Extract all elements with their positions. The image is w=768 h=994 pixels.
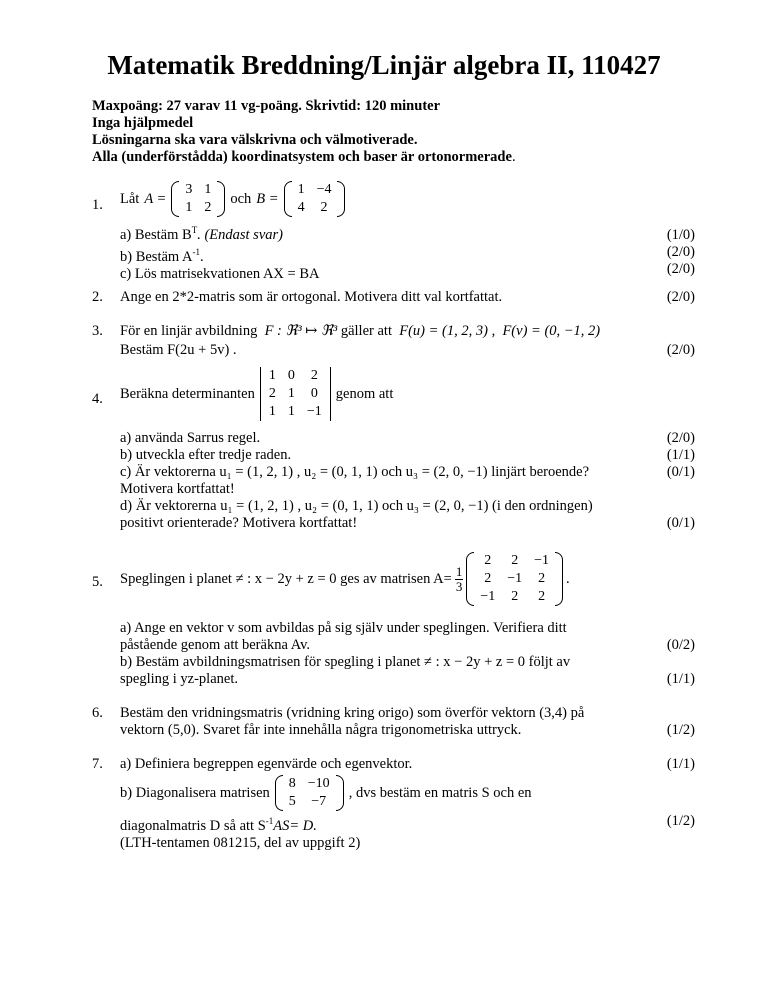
intro-line: Alla (underförstådda) koordinatsystem och baser är ortonormerade.	[92, 149, 516, 165]
points: (1/2)	[666, 722, 695, 738]
points: (2/0)	[666, 342, 695, 358]
problem-number: 1.	[92, 197, 103, 213]
points: (0/2) (1/1)	[666, 637, 695, 687]
problem-7: a) Definiera begreppen egenvärde och egenvektor. b) Diagonalisera matrisen 8 −10 5 −7 , dvs bestäm en matris S och en diagonalmatris D så att $S^{-1}AS= D$. (LTH-tentamen 081215, del av uppgift 2)	[120, 756, 532, 851]
problem-2: Ange en 2*2-matris som är ortogonal. Motivera ditt val kortfattat.	[120, 289, 503, 305]
problem-4: Beräkna determinanten 1 0 2 2 1 0 1 1 −1 genom att a) använda Sarrus regel. b) utveckla efter tredje raden. c) Är vektorerna u₁ = (1, 2, 1) , u₂ = (0, 1, 1) och u₃ = (2, 0, −1) linjärt beroende? Motivera kortfattat! d) Är vektorerna u₁ = (1, 2, 1) , u₂ = (0, 1, 1) och u₃ = (2, 0, −1) (i den ordningen) positivt orienterade? Motivera kortfattat!	[120, 368, 593, 531]
problem-1: Låt A = 3 1 1 2 och B = 1 −4 4 2 a) Bestäm $B^T$. (Endast svar) b) Bestäm $A^{-1}$. c) Lös matrisekvationen AX = BA	[120, 180, 345, 283]
problem-number: 5.	[92, 574, 103, 590]
problem-number: 3.	[92, 323, 103, 339]
problem-number: 6.	[92, 705, 103, 721]
points: (1/1) (1/2)	[666, 756, 695, 829]
intro-line: Lösningarna ska vara välskrivna och välmotiverade.	[92, 132, 418, 148]
matrix-a: 3 1 1 2	[171, 181, 225, 217]
problem-5: Speglingen i planet ≠ : x − 2y + z = 0 ges av matrisen A= $\frac{1}{3}$ 2 2 −1 2 −1 2 −1 2 2 . a) Ange en vektor v som avbildas på sig själv under speglingen. Verifiera ditt påstående genom att beräkna Av. b) Bestäm avbildningsmatrisen för spegling i planet ≠ : x − 2y + z = 0 följt av spegling i yz-planet.	[120, 553, 571, 687]
problem-3: För en linjär avbildning F : ℜ³ ↦ ℜ³ gäller att F(u) = (1, 2, 3) , F(v) = (0, −1, 2) Bestäm F(2u + 5v) .	[120, 323, 601, 358]
page-title: Matematik Breddning/Linjär algebra II, 110427	[107, 50, 661, 80]
points: (2/0)	[666, 289, 695, 305]
intro-line: Maxpoäng: 27 varav 11 vg-poäng. Skrivtid: 120 minuter	[92, 98, 441, 114]
matrix-7: 8 −10 5 −7	[275, 775, 344, 811]
matrix-b: 1 −4 4 2	[284, 181, 346, 217]
determinant: 1 0 2 2 1 0 1 1 −1	[260, 367, 331, 421]
points: (2/0) (1/1) (0/1) (0/1)	[666, 430, 695, 531]
problem-number: 7.	[92, 756, 103, 772]
reflection-matrix: 2 2 −1 2 −1 2 −1 2 2	[466, 552, 563, 606]
intro-line: Inga hjälpmedel	[92, 115, 194, 131]
points: (1/0) (2/0) (2/0)	[666, 227, 695, 277]
problem-number: 4.	[92, 391, 103, 407]
fraction: $\frac{1}{3}$	[455, 563, 463, 594]
problem-6: Bestäm den vridningsmatris (vridning kring origo) som överför vektorn (3,4) på vektorn (5,0). Svaret får inte innehålla några trigonometriska uttryck.	[120, 705, 585, 738]
problem-number: 2.	[92, 289, 103, 305]
exam-intro	[92, 98, 516, 166]
